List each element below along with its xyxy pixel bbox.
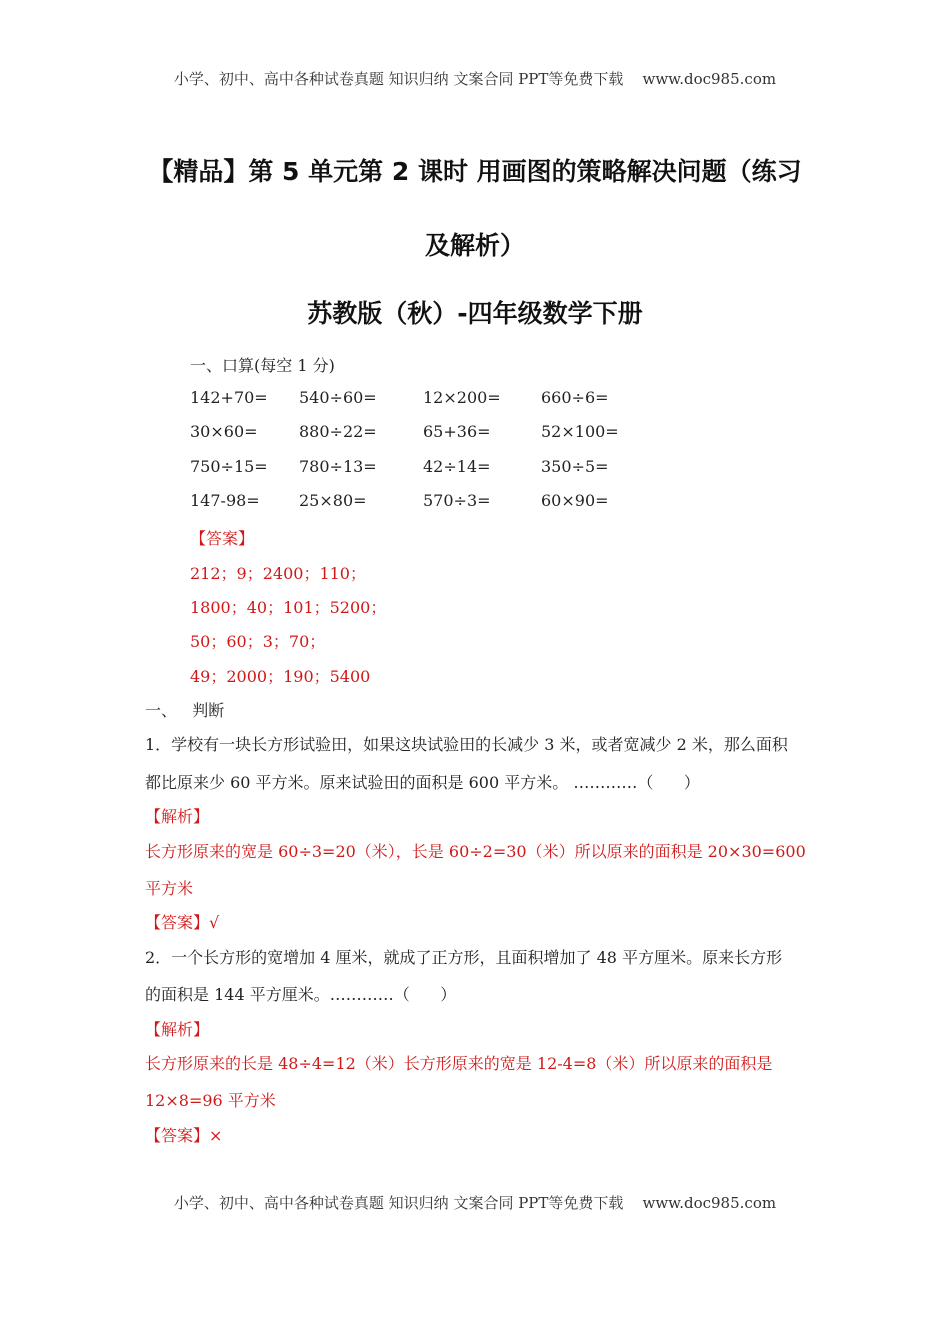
- calc-cell: 750÷15=: [190, 457, 268, 476]
- answer-line: 50；60；3；70；: [190, 632, 326, 651]
- answer-line: 49；2000；190；5400: [190, 667, 371, 686]
- answer-line: 1800；40；101；5200；: [190, 598, 387, 617]
- q2-text-line1: 2．一个长方形的宽增加 4 厘米，就成了正方形，且面积增加了 48 平方厘米。原来长方形: [145, 948, 783, 967]
- page-footer: 小学、初中、高中各种试卷真题 知识归纳 文案合同 PPT等免费下载 www.doc985.com: [173, 1194, 777, 1212]
- q2-analysis-line1: 长方形原来的长是 48÷4=12（米）长方形原来的宽是 12-4=8（米）所以原来的面积是: [145, 1054, 773, 1073]
- section1-heading: 一、口算(每空 1 分): [190, 356, 335, 375]
- answer-line: 212；9；2400；110；: [190, 564, 366, 583]
- calc-cell: 780÷13=: [299, 457, 377, 476]
- subtitle: 苏教版（秋）-四年级数学下册: [307, 299, 643, 328]
- q1-analysis-label: 【解析】: [145, 807, 210, 826]
- page-header: 小学、初中、高中各种试卷真题 知识归纳 文案合同 PPT等免费下载 www.doc985.com: [173, 70, 777, 88]
- calc-cell: 350÷5=: [541, 457, 609, 476]
- calc-cell: 25×80=: [299, 491, 367, 510]
- calc-cell: 142+70=: [190, 388, 268, 407]
- calc-cell: 570÷3=: [423, 491, 491, 510]
- q2-analysis-line2: 12×8=96 平方米: [145, 1091, 276, 1110]
- calc-cell: 30×60=: [190, 422, 258, 441]
- q1-answer: 【答案】√: [145, 913, 220, 932]
- calc-cell: 540÷60=: [299, 388, 377, 407]
- calc-cell: 52×100=: [541, 422, 619, 441]
- calc-cell: 60×90=: [541, 491, 609, 510]
- calc-cell: 65+36=: [423, 422, 491, 441]
- title-line-2: 及解析）: [424, 231, 525, 260]
- q1-text-line2: 都比原来少 60 平方米。原来试验田的面积是 600 平方米。 …………（ ）: [145, 773, 700, 792]
- calc-cell: 42÷14=: [423, 457, 491, 476]
- q2-text-line2: 的面积是 144 平方厘米。…………（ ）: [145, 985, 457, 1004]
- q2-analysis-label: 【解析】: [145, 1020, 210, 1039]
- q1-text-line1: 1．学校有一块长方形试验田，如果这块试验田的长减少 3 米，或者宽减少 2 米，那么面积: [145, 735, 788, 754]
- calc-cell: 12×200=: [423, 388, 501, 407]
- section2-heading: 一、 判断: [145, 701, 225, 720]
- calc-cell: 880÷22=: [299, 422, 377, 441]
- q2-answer: 【答案】×: [145, 1126, 223, 1145]
- q1-analysis-line1: 长方形原来的宽是 60÷3=20（米），长是 60÷2=30（米）所以原来的面积是 20×30=600: [145, 842, 806, 861]
- q1-analysis-line2: 平方米: [145, 879, 194, 898]
- answer-label: 【答案】: [190, 529, 255, 548]
- calc-cell: 147-98=: [190, 491, 260, 510]
- title-line-1: 【精品】第 5 单元第 2 课时 用画图的策略解决问题（练习: [148, 157, 802, 186]
- calc-cell: 660÷6=: [541, 388, 609, 407]
